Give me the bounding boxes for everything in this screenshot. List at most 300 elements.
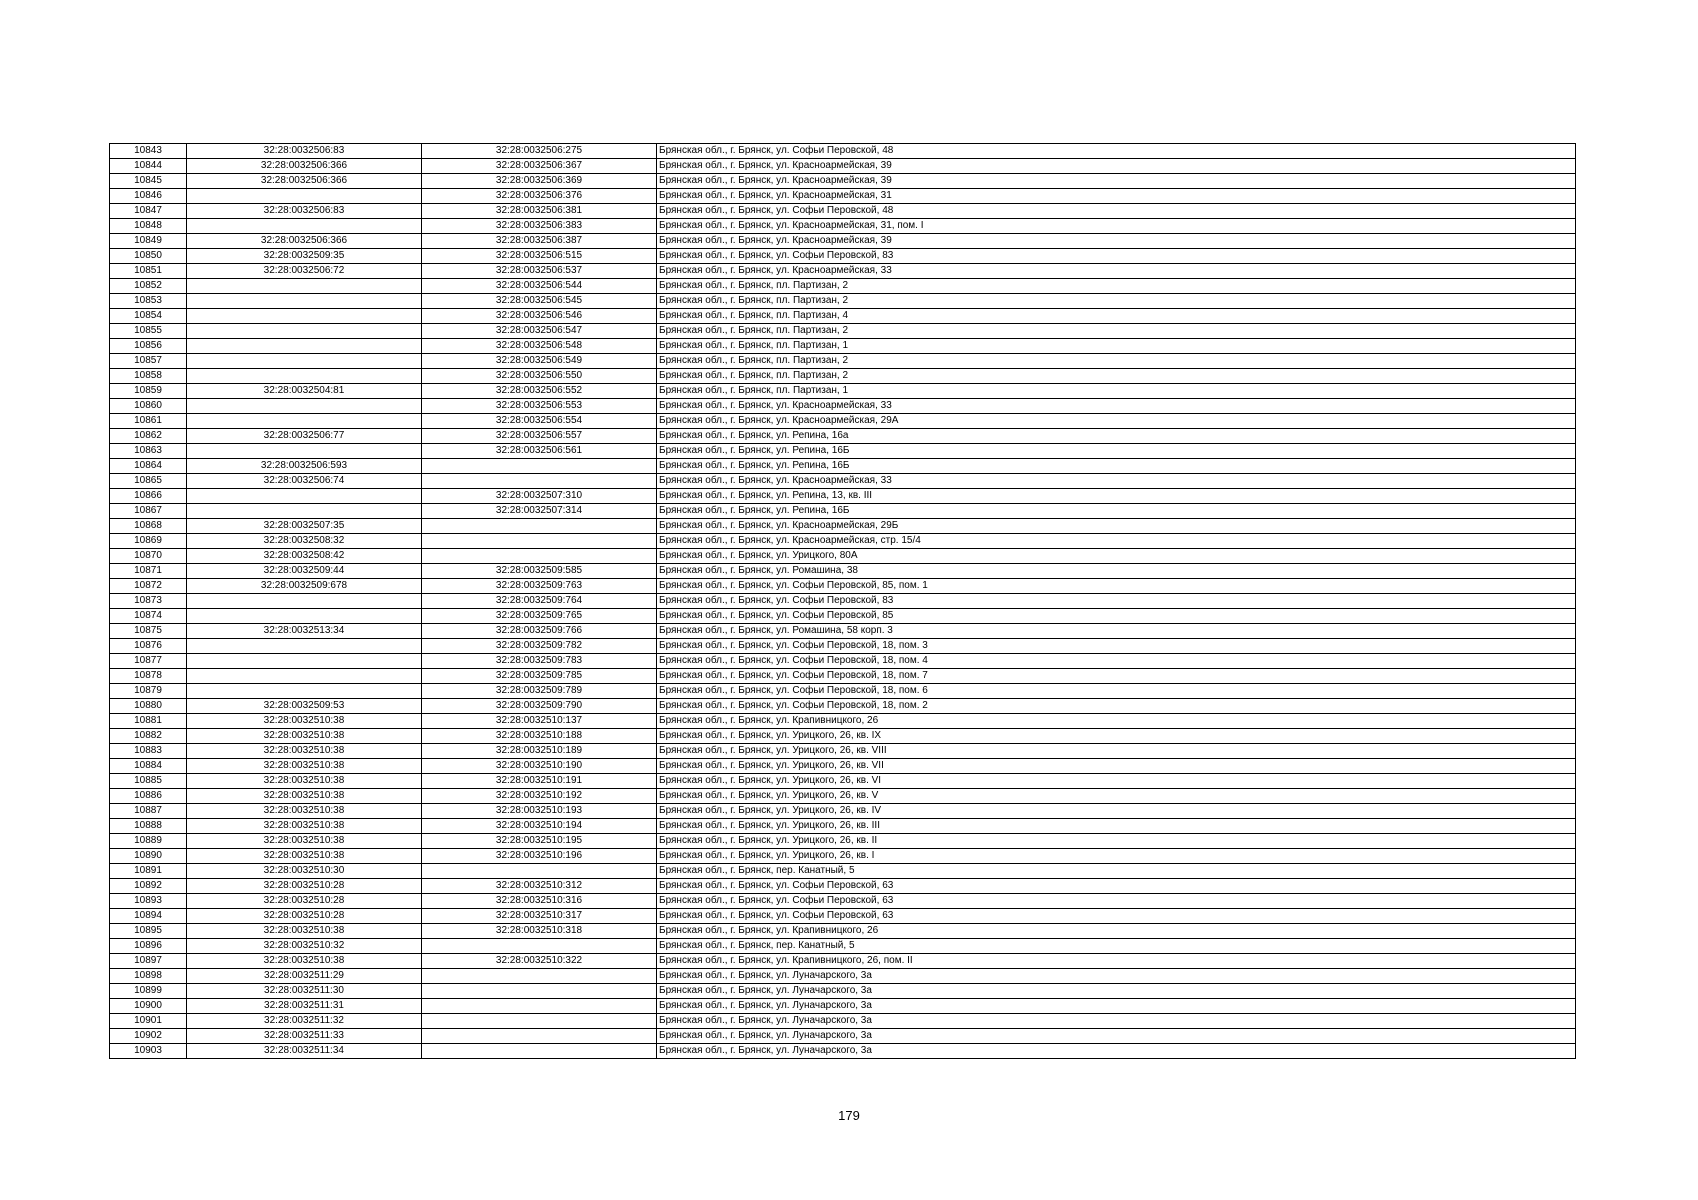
address-cell: Брянская обл., г. Брянск, ул. Урицкого, 26, кв. IV: [657, 804, 1576, 819]
table-row: [110, 564, 1576, 579]
table-row: [110, 1044, 1576, 1059]
cadastral-number-cell: 32:28:0032510:32: [187, 939, 422, 954]
address-cell: Брянская обл., г. Брянск, пер. Канатный, 5: [657, 864, 1576, 879]
table-row: [110, 309, 1576, 324]
address-cell: Брянская обл., г. Брянск, ул. Софьи Перовской, 85, пом. 1: [657, 579, 1576, 594]
cadastral-number-cell: [187, 489, 422, 504]
object-cadastral-number-cell: 32:28:0032506:548: [422, 339, 657, 354]
row-number-cell: 10846: [110, 189, 187, 204]
address-cell: Брянская обл., г. Брянск, ул. Красноармейская, 33: [657, 399, 1576, 414]
row-number-cell: 10855: [110, 324, 187, 339]
object-cadastral-number-cell: [422, 519, 657, 534]
table-row: [110, 144, 1576, 159]
cadastral-number-cell: 32:28:0032510:38: [187, 729, 422, 744]
object-cadastral-number-cell: 32:28:0032506:545: [422, 294, 657, 309]
table-row: [110, 609, 1576, 624]
row-number-cell: 10897: [110, 954, 187, 969]
table-row: [110, 654, 1576, 669]
address-cell: Брянская обл., г. Брянск, ул. Урицкого, 26, кв. III: [657, 819, 1576, 834]
object-cadastral-number-cell: [422, 1044, 657, 1059]
address-cell: Брянская обл., г. Брянск, ул. Репина, 16Б: [657, 459, 1576, 474]
table-row: [110, 249, 1576, 264]
address-cell: Брянская обл., г. Брянск, ул. Луначарского, 3а: [657, 999, 1576, 1014]
table-row: [110, 804, 1576, 819]
table-row: [110, 519, 1576, 534]
row-number-cell: 10858: [110, 369, 187, 384]
object-cadastral-number-cell: 32:28:0032509:764: [422, 594, 657, 609]
table-row: [110, 159, 1576, 174]
row-number-cell: 10854: [110, 309, 187, 324]
object-cadastral-number-cell: 32:28:0032506:550: [422, 369, 657, 384]
table-row: [110, 219, 1576, 234]
cadastral-number-cell: [187, 189, 422, 204]
table-row: [110, 864, 1576, 879]
row-number-cell: 10900: [110, 999, 187, 1014]
row-number-cell: 10872: [110, 579, 187, 594]
address-cell: Брянская обл., г. Брянск, пл. Партизан, 2: [657, 354, 1576, 369]
cadastral-number-cell: 32:28:0032506:366: [187, 159, 422, 174]
table-row: [110, 294, 1576, 309]
row-number-cell: 10903: [110, 1044, 187, 1059]
table-row: [110, 999, 1576, 1014]
row-number-cell: 10887: [110, 804, 187, 819]
row-number-cell: 10859: [110, 384, 187, 399]
table-row: [110, 204, 1576, 219]
table-row: [110, 444, 1576, 459]
page-number: 179: [838, 1108, 860, 1123]
row-number-cell: 10866: [110, 489, 187, 504]
table-row: [110, 819, 1576, 834]
object-cadastral-number-cell: 32:28:0032507:310: [422, 489, 657, 504]
cadastral-number-cell: 32:28:0032506:366: [187, 234, 422, 249]
row-number-cell: 10888: [110, 819, 187, 834]
object-cadastral-number-cell: 32:28:0032506:515: [422, 249, 657, 264]
cadastral-number-cell: 32:28:0032510:28: [187, 894, 422, 909]
object-cadastral-number-cell: 32:28:0032509:765: [422, 609, 657, 624]
address-cell: Брянская обл., г. Брянск, ул. Крапивницкого, 26: [657, 714, 1576, 729]
object-cadastral-number-cell: 32:28:0032506:549: [422, 354, 657, 369]
object-cadastral-number-cell: 32:28:0032509:790: [422, 699, 657, 714]
address-cell: Брянская обл., г. Брянск, ул. Софьи Перовской, 48: [657, 144, 1576, 159]
table-row: [110, 669, 1576, 684]
address-cell: Брянская обл., г. Брянск, ул. Луначарского, 3а: [657, 1044, 1576, 1059]
object-cadastral-number-cell: [422, 1014, 657, 1029]
row-number-cell: 10880: [110, 699, 187, 714]
address-cell: Брянская обл., г. Брянск, пл. Партизан, 2: [657, 324, 1576, 339]
address-cell: Брянская обл., г. Брянск, пл. Партизан, 1: [657, 339, 1576, 354]
address-cell: Брянская обл., г. Брянск, ул. Софьи Перовской, 18, пом. 7: [657, 669, 1576, 684]
address-cell: Брянская обл., г. Брянск, ул. Урицкого, 26, кв. IX: [657, 729, 1576, 744]
cadastral-number-cell: [187, 354, 422, 369]
object-cadastral-number-cell: 32:28:0032507:314: [422, 504, 657, 519]
table-row: [110, 579, 1576, 594]
table-row: [110, 639, 1576, 654]
cadastral-number-cell: [187, 399, 422, 414]
object-cadastral-number-cell: 32:28:0032509:766: [422, 624, 657, 639]
cadastral-number-cell: 32:28:0032510:38: [187, 924, 422, 939]
row-number-cell: 10895: [110, 924, 187, 939]
object-cadastral-number-cell: [422, 999, 657, 1014]
table-row: [110, 744, 1576, 759]
table-row: [110, 189, 1576, 204]
table-row: [110, 789, 1576, 804]
cadastral-number-cell: 32:28:0032510:28: [187, 909, 422, 924]
cadastral-number-cell: 32:28:0032506:83: [187, 204, 422, 219]
object-cadastral-number-cell: 32:28:0032510:189: [422, 744, 657, 759]
table-row: [110, 729, 1576, 744]
object-cadastral-number-cell: 32:28:0032506:544: [422, 279, 657, 294]
object-cadastral-number-cell: [422, 969, 657, 984]
row-number-cell: 10867: [110, 504, 187, 519]
row-number-cell: 10875: [110, 624, 187, 639]
table-row: [110, 474, 1576, 489]
row-number-cell: 10901: [110, 1014, 187, 1029]
cadastral-number-cell: [187, 684, 422, 699]
cadastral-number-cell: 32:28:0032510:38: [187, 954, 422, 969]
address-cell: Брянская обл., г. Брянск, ул. Красноармейская, 39: [657, 174, 1576, 189]
row-number-cell: 10852: [110, 279, 187, 294]
cadastral-number-cell: [187, 594, 422, 609]
row-number-cell: 10876: [110, 639, 187, 654]
address-cell: Брянская обл., г. Брянск, ул. Ромашина, 58 корп. 3: [657, 624, 1576, 639]
object-cadastral-number-cell: 32:28:0032506:554: [422, 414, 657, 429]
row-number-cell: 10856: [110, 339, 187, 354]
table-row: [110, 774, 1576, 789]
row-number-cell: 10878: [110, 669, 187, 684]
cadastral-number-cell: [187, 444, 422, 459]
cadastral-number-cell: 32:28:0032510:38: [187, 744, 422, 759]
object-cadastral-number-cell: [422, 474, 657, 489]
row-number-cell: 10853: [110, 294, 187, 309]
object-cadastral-number-cell: 32:28:0032509:785: [422, 669, 657, 684]
row-number-cell: 10891: [110, 864, 187, 879]
table-row: [110, 414, 1576, 429]
object-cadastral-number-cell: 32:28:0032510:318: [422, 924, 657, 939]
cadastral-number-cell: 32:28:0032511:30: [187, 984, 422, 999]
row-number-cell: 10879: [110, 684, 187, 699]
object-cadastral-number-cell: 32:28:0032509:782: [422, 639, 657, 654]
row-number-cell: 10851: [110, 264, 187, 279]
address-cell: Брянская обл., г. Брянск, ул. Урицкого, 26, кв. VIII: [657, 744, 1576, 759]
table-row: [110, 714, 1576, 729]
address-cell: Брянская обл., г. Брянск, ул. Репина, 13, кв. III: [657, 489, 1576, 504]
row-number-cell: 10898: [110, 969, 187, 984]
row-number-cell: 10844: [110, 159, 187, 174]
address-cell: Брянская обл., г. Брянск, ул. Луначарского, 3а: [657, 1029, 1576, 1044]
cadastral-number-cell: 32:28:0032510:38: [187, 819, 422, 834]
address-cell: Брянская обл., г. Брянск, ул. Красноармейская, 31: [657, 189, 1576, 204]
row-number-cell: 10877: [110, 654, 187, 669]
address-cell: Брянская обл., г. Брянск, ул. Красноармейская, 39: [657, 159, 1576, 174]
address-cell: Брянская обл., г. Брянск, ул. Репина, 16Б: [657, 444, 1576, 459]
cadastral-number-cell: 32:28:0032506:83: [187, 144, 422, 159]
address-cell: Брянская обл., г. Брянск, ул. Софьи Перовской, 18, пом. 4: [657, 654, 1576, 669]
cadastral-number-cell: 32:28:0032511:33: [187, 1029, 422, 1044]
row-number-cell: 10873: [110, 594, 187, 609]
cadastral-number-cell: 32:28:0032511:31: [187, 999, 422, 1014]
cadastral-number-cell: 32:28:0032508:42: [187, 549, 422, 564]
row-number-cell: 10870: [110, 549, 187, 564]
table-row: [110, 279, 1576, 294]
object-cadastral-number-cell: [422, 534, 657, 549]
object-cadastral-number-cell: 32:28:0032510:316: [422, 894, 657, 909]
cadastral-number-cell: [187, 309, 422, 324]
address-cell: Брянская обл., г. Брянск, пл. Партизан, 2: [657, 294, 1576, 309]
row-number-cell: 10886: [110, 789, 187, 804]
row-number-cell: 10889: [110, 834, 187, 849]
table-row: [110, 924, 1576, 939]
registry-table-body: [110, 144, 1576, 1059]
address-cell: Брянская обл., г. Брянск, ул. Луначарского, 3а: [657, 984, 1576, 999]
row-number-cell: 10902: [110, 1029, 187, 1044]
table-row: [110, 384, 1576, 399]
object-cadastral-number-cell: 32:28:0032506:376: [422, 189, 657, 204]
table-row: [110, 1014, 1576, 1029]
address-cell: Брянская обл., г. Брянск, пер. Канатный, 5: [657, 939, 1576, 954]
cadastral-number-cell: [187, 669, 422, 684]
object-cadastral-number-cell: 32:28:0032510:322: [422, 954, 657, 969]
table-row: [110, 1029, 1576, 1044]
cadastral-number-cell: 32:28:0032510:38: [187, 759, 422, 774]
address-cell: Брянская обл., г. Брянск, ул. Красноармейская, 29Б: [657, 519, 1576, 534]
object-cadastral-number-cell: 32:28:0032510:192: [422, 789, 657, 804]
table-row: [110, 699, 1576, 714]
address-cell: Брянская обл., г. Брянск, ул. Ромашина, 38: [657, 564, 1576, 579]
table-row: [110, 984, 1576, 999]
cadastral-number-cell: [187, 609, 422, 624]
row-number-cell: 10890: [110, 849, 187, 864]
row-number-cell: 10869: [110, 534, 187, 549]
row-number-cell: 10882: [110, 729, 187, 744]
table-row: [110, 489, 1576, 504]
object-cadastral-number-cell: 32:28:0032506:383: [422, 219, 657, 234]
table-row: [110, 504, 1576, 519]
cadastral-number-cell: [187, 339, 422, 354]
object-cadastral-number-cell: 32:28:0032509:763: [422, 579, 657, 594]
table-row: [110, 549, 1576, 564]
table-row: [110, 624, 1576, 639]
table-row: [110, 879, 1576, 894]
row-number-cell: 10857: [110, 354, 187, 369]
object-cadastral-number-cell: 32:28:0032510:188: [422, 729, 657, 744]
cadastral-number-cell: 32:28:0032506:74: [187, 474, 422, 489]
cadastral-number-cell: 32:28:0032506:593: [187, 459, 422, 474]
object-cadastral-number-cell: 32:28:0032506:387: [422, 234, 657, 249]
row-number-cell: 10892: [110, 879, 187, 894]
address-cell: Брянская обл., г. Брянск, пл. Партизан, 4: [657, 309, 1576, 324]
table-row: [110, 459, 1576, 474]
address-cell: Брянская обл., г. Брянск, ул. Софьи Перовской, 48: [657, 204, 1576, 219]
cadastral-number-cell: 32:28:0032507:35: [187, 519, 422, 534]
address-cell: Брянская обл., г. Брянск, ул. Софьи Перовской, 18, пом. 2: [657, 699, 1576, 714]
address-cell: Брянская обл., г. Брянск, ул. Урицкого, 26, кв. VII: [657, 759, 1576, 774]
object-cadastral-number-cell: 32:28:0032506:546: [422, 309, 657, 324]
row-number-cell: 10845: [110, 174, 187, 189]
cadastral-number-cell: 32:28:0032511:29: [187, 969, 422, 984]
object-cadastral-number-cell: 32:28:0032510:194: [422, 819, 657, 834]
table-row: [110, 849, 1576, 864]
row-number-cell: 10849: [110, 234, 187, 249]
cadastral-number-cell: 32:28:0032510:38: [187, 804, 422, 819]
object-cadastral-number-cell: [422, 984, 657, 999]
address-cell: Брянская обл., г. Брянск, ул. Софьи Перовской, 63: [657, 879, 1576, 894]
table-row: [110, 369, 1576, 384]
table-row: [110, 834, 1576, 849]
row-number-cell: 10885: [110, 774, 187, 789]
row-number-cell: 10874: [110, 609, 187, 624]
address-cell: Брянская обл., г. Брянск, ул. Софьи Перовской, 83: [657, 249, 1576, 264]
cadastral-number-cell: [187, 294, 422, 309]
table-row: [110, 174, 1576, 189]
address-cell: Брянская обл., г. Брянск, ул. Урицкого, 80А: [657, 549, 1576, 564]
cadastral-number-cell: 32:28:0032504:81: [187, 384, 422, 399]
address-cell: Брянская обл., г. Брянск, пл. Партизан, 1: [657, 384, 1576, 399]
registry-table: [109, 143, 1576, 1059]
address-cell: Брянская обл., г. Брянск, ул. Софьи Перовской, 18, пом. 3: [657, 639, 1576, 654]
address-cell: Брянская обл., г. Брянск, ул. Софьи Перовской, 83: [657, 594, 1576, 609]
address-cell: Брянская обл., г. Брянск, ул. Красноармейская, стр. 15/4: [657, 534, 1576, 549]
cadastral-number-cell: [187, 504, 422, 519]
object-cadastral-number-cell: 32:28:0032506:367: [422, 159, 657, 174]
cadastral-number-cell: 32:28:0032506:77: [187, 429, 422, 444]
address-cell: Брянская обл., г. Брянск, ул. Крапивницкого, 26: [657, 924, 1576, 939]
object-cadastral-number-cell: 32:28:0032506:537: [422, 264, 657, 279]
row-number-cell: 10884: [110, 759, 187, 774]
object-cadastral-number-cell: 32:28:0032506:275: [422, 144, 657, 159]
table-row: [110, 339, 1576, 354]
object-cadastral-number-cell: 32:28:0032510:196: [422, 849, 657, 864]
cadastral-number-cell: 32:28:0032508:32: [187, 534, 422, 549]
address-cell: Брянская обл., г. Брянск, ул. Красноармейская, 39: [657, 234, 1576, 249]
row-number-cell: 10894: [110, 909, 187, 924]
object-cadastral-number-cell: 32:28:0032506:369: [422, 174, 657, 189]
table-row: [110, 429, 1576, 444]
address-cell: Брянская обл., г. Брянск, ул. Луначарского, 3а: [657, 1014, 1576, 1029]
address-cell: Брянская обл., г. Брянск, ул. Красноармейская, 29А: [657, 414, 1576, 429]
row-number-cell: 10863: [110, 444, 187, 459]
object-cadastral-number-cell: 32:28:0032510:312: [422, 879, 657, 894]
cadastral-number-cell: [187, 639, 422, 654]
cadastral-number-cell: [187, 279, 422, 294]
cadastral-number-cell: 32:28:0032510:38: [187, 849, 422, 864]
object-cadastral-number-cell: 32:28:0032510:193: [422, 804, 657, 819]
cadastral-number-cell: 32:28:0032510:30: [187, 864, 422, 879]
address-cell: Брянская обл., г. Брянск, ул. Красноармейская, 33: [657, 264, 1576, 279]
cadastral-number-cell: [187, 369, 422, 384]
object-cadastral-number-cell: 32:28:0032510:195: [422, 834, 657, 849]
address-cell: Брянская обл., г. Брянск, ул. Репина, 16Б: [657, 504, 1576, 519]
table-row: [110, 939, 1576, 954]
table-row: [110, 894, 1576, 909]
cadastral-number-cell: 32:28:0032506:366: [187, 174, 422, 189]
row-number-cell: 10860: [110, 399, 187, 414]
row-number-cell: 10896: [110, 939, 187, 954]
cadastral-number-cell: [187, 654, 422, 669]
table-row: [110, 594, 1576, 609]
row-number-cell: 10864: [110, 459, 187, 474]
object-cadastral-number-cell: 32:28:0032506:553: [422, 399, 657, 414]
address-cell: Брянская обл., г. Брянск, ул. Софьи Перовской, 85: [657, 609, 1576, 624]
table-row: [110, 354, 1576, 369]
row-number-cell: 10865: [110, 474, 187, 489]
address-cell: Брянская обл., г. Брянск, ул. Луначарского, 3а: [657, 969, 1576, 984]
cadastral-number-cell: 32:28:0032513:34: [187, 624, 422, 639]
cadastral-number-cell: 32:28:0032509:35: [187, 249, 422, 264]
object-cadastral-number-cell: 32:28:0032506:561: [422, 444, 657, 459]
object-cadastral-number-cell: [422, 459, 657, 474]
address-cell: Брянская обл., г. Брянск, ул. Крапивницкого, 26, пом. II: [657, 954, 1576, 969]
address-cell: Брянская обл., г. Брянск, ул. Софьи Перовской, 63: [657, 909, 1576, 924]
object-cadastral-number-cell: 32:28:0032510:190: [422, 759, 657, 774]
object-cadastral-number-cell: 32:28:0032509:783: [422, 654, 657, 669]
object-cadastral-number-cell: 32:28:0032506:547: [422, 324, 657, 339]
address-cell: Брянская обл., г. Брянск, пл. Партизан, 2: [657, 369, 1576, 384]
cadastral-number-cell: 32:28:0032510:38: [187, 714, 422, 729]
row-number-cell: 10843: [110, 144, 187, 159]
row-number-cell: 10893: [110, 894, 187, 909]
table-row: [110, 399, 1576, 414]
address-cell: Брянская обл., г. Брянск, ул. Софьи Перовской, 18, пом. 6: [657, 684, 1576, 699]
table-row: [110, 234, 1576, 249]
row-number-cell: 10862: [110, 429, 187, 444]
cadastral-number-cell: [187, 324, 422, 339]
address-cell: Брянская обл., г. Брянск, ул. Софьи Перовской, 63: [657, 894, 1576, 909]
address-cell: Брянская обл., г. Брянск, ул. Урицкого, 26, кв. I: [657, 849, 1576, 864]
table-row: [110, 264, 1576, 279]
object-cadastral-number-cell: 32:28:0032509:585: [422, 564, 657, 579]
object-cadastral-number-cell: 32:28:0032510:191: [422, 774, 657, 789]
row-number-cell: 10899: [110, 984, 187, 999]
address-cell: Брянская обл., г. Брянск, ул. Красноармейская, 33: [657, 474, 1576, 489]
object-cadastral-number-cell: [422, 939, 657, 954]
cadastral-number-cell: 32:28:0032506:72: [187, 264, 422, 279]
cadastral-number-cell: 32:28:0032510:28: [187, 879, 422, 894]
cadastral-number-cell: 32:28:0032511:34: [187, 1044, 422, 1059]
cadastral-number-cell: 32:28:0032509:678: [187, 579, 422, 594]
row-number-cell: 10847: [110, 204, 187, 219]
object-cadastral-number-cell: 32:28:0032510:317: [422, 909, 657, 924]
table-row: [110, 954, 1576, 969]
row-number-cell: 10868: [110, 519, 187, 534]
table-row: [110, 534, 1576, 549]
row-number-cell: 10881: [110, 714, 187, 729]
address-cell: Брянская обл., г. Брянск, ул. Репина, 16а: [657, 429, 1576, 444]
table-row: [110, 684, 1576, 699]
object-cadastral-number-cell: 32:28:0032506:381: [422, 204, 657, 219]
cadastral-number-cell: 32:28:0032509:53: [187, 699, 422, 714]
object-cadastral-number-cell: 32:28:0032506:552: [422, 384, 657, 399]
row-number-cell: 10871: [110, 564, 187, 579]
row-number-cell: 10883: [110, 744, 187, 759]
object-cadastral-number-cell: [422, 1029, 657, 1044]
address-cell: Брянская обл., г. Брянск, ул. Красноармейская, 31, пом. I: [657, 219, 1576, 234]
cadastral-number-cell: [187, 219, 422, 234]
object-cadastral-number-cell: 32:28:0032509:789: [422, 684, 657, 699]
object-cadastral-number-cell: [422, 864, 657, 879]
object-cadastral-number-cell: [422, 549, 657, 564]
table-row: [110, 909, 1576, 924]
cadastral-number-cell: [187, 414, 422, 429]
cadastral-number-cell: 32:28:0032511:32: [187, 1014, 422, 1029]
cadastral-number-cell: 32:28:0032509:44: [187, 564, 422, 579]
cadastral-number-cell: 32:28:0032510:38: [187, 834, 422, 849]
object-cadastral-number-cell: 32:28:0032506:557: [422, 429, 657, 444]
row-number-cell: 10850: [110, 249, 187, 264]
address-cell: Брянская обл., г. Брянск, ул. Урицкого, 26, кв. VI: [657, 774, 1576, 789]
row-number-cell: 10848: [110, 219, 187, 234]
cadastral-number-cell: 32:28:0032510:38: [187, 789, 422, 804]
cadastral-number-cell: 32:28:0032510:38: [187, 774, 422, 789]
